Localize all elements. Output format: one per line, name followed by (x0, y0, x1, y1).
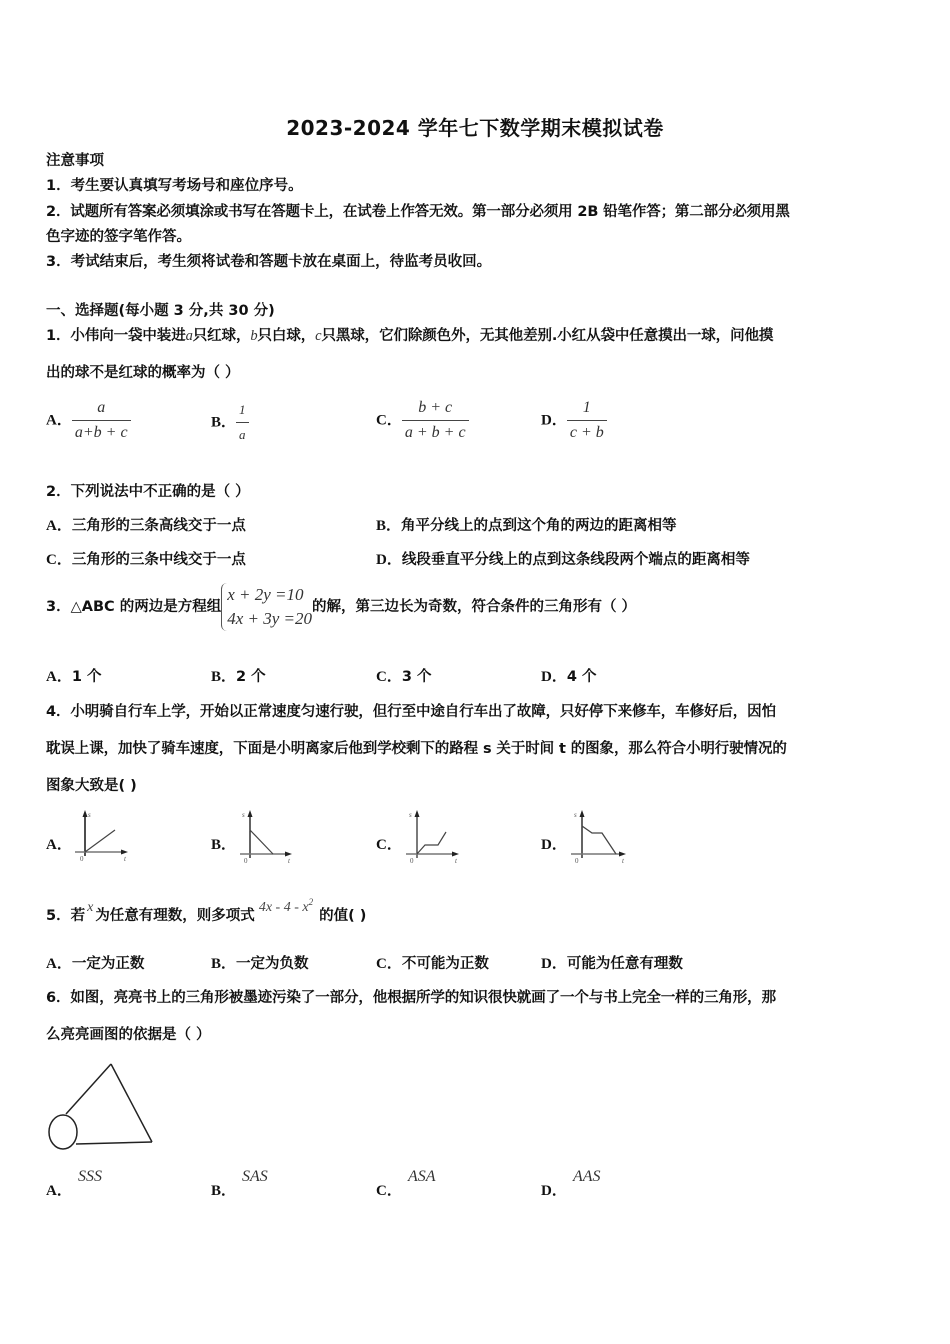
graph-increasing-flat-increasing-icon (403, 808, 473, 864)
svg-text:t: t (455, 857, 457, 864)
q5-option-a[interactable]: A．一定为正数 (46, 956, 145, 972)
question-1-line-2: 出的球不是红球的概率为（ ） (46, 365, 240, 381)
question-6-line-2: 么亮亮画图的依据是（ ） (46, 1027, 211, 1043)
notice-item-2: 2．试题所有答案必须填涂或书写在答题卡上，在试卷上作答无效。第一部分必须用 2B 铅笔作答；第二部分必须用黑 (46, 204, 790, 220)
page-title: 2023-2024 学年七下数学期末模拟试卷 (286, 116, 664, 140)
q3-option-a[interactable]: A．1 个 (46, 669, 102, 685)
polynomial: $4x - 4 - x^2$ (258, 897, 314, 915)
q1-option-a[interactable]: A． $\frac{a}{a+b + c}$ (46, 398, 131, 443)
notice-heading: 注意事项 (46, 153, 104, 169)
q5-option-b[interactable]: B．一定为负数 (211, 956, 309, 972)
q4-option-d[interactable]: D． (541, 837, 567, 853)
question-4-line-1: 4．小明骑自行车上学，开始以正常速度匀速行驶，但行至中途自行车出了故障，只好停下来修车，车修好后，因怕 (46, 704, 776, 720)
q2-option-b[interactable]: B．角平分线上的点到这个角的两边的距离相等 (376, 518, 677, 534)
question-3-stem: 3．△ABC 的两边是方程组 x + 2y =10 4x + 3y =20 的解，第三边长为奇数，符合条件的三角形有（ ） (46, 583, 636, 631)
q3-option-c[interactable]: C．3 个 (376, 669, 432, 685)
q1-option-b[interactable]: B． $\frac{1}{a}$ (211, 400, 249, 445)
ink-stained-triangle-figure (44, 1060, 159, 1152)
q6-option-a[interactable]: A． SSS (46, 1168, 102, 1199)
fraction: $\frac{b + c}{a + b + c}$ (402, 398, 469, 443)
q4-option-a[interactable]: A． (46, 837, 72, 853)
q4-option-c[interactable]: C． (376, 837, 402, 853)
svg-text:s: s (574, 811, 577, 819)
svg-text:s: s (242, 811, 245, 819)
svg-text:t: t (622, 857, 624, 864)
notice-item-1: 1．考生要认真填写考场号和座位序号。 (46, 178, 303, 194)
variable-x: x (87, 900, 94, 915)
q1-option-d[interactable]: D． $\frac{1}{c + b}$ (541, 398, 607, 443)
q1-option-c[interactable]: C． $\frac{b + c}{a + b + c}$ (376, 398, 469, 443)
graph-increasing-line-icon (72, 808, 142, 864)
svg-text:0: 0 (80, 855, 84, 863)
question-1-line-1: 1．小伟向一袋中装进a只红球，b只白球，c只黑球，它们除颜色外，无其他差别.小红从袋中任意摸出一球，问他摸 (46, 328, 774, 344)
equation-system: x + 2y =10 4x + 3y =20 (221, 583, 312, 631)
svg-text:s: s (88, 811, 91, 819)
q3-option-b[interactable]: B．2 个 (211, 669, 266, 685)
fraction: $\frac{1}{a}$ (236, 400, 249, 445)
q3-option-d[interactable]: D．4 个 (541, 669, 597, 685)
svg-text:0: 0 (575, 857, 579, 864)
svg-text:t: t (288, 857, 290, 864)
svg-text:s: s (409, 811, 412, 819)
q2-option-a[interactable]: A．三角形的三条高线交于一点 (46, 518, 246, 534)
graph-decreasing-flat-decreasing-icon (568, 808, 638, 864)
section-heading: 一、选择题(每小题 3 分,共 30 分) (46, 303, 275, 319)
q6-option-c[interactable]: C． ASA (376, 1168, 436, 1199)
svg-text:0: 0 (244, 857, 248, 864)
question-4-line-3: 图象大致是( ) (46, 778, 137, 794)
question-4-line-2: 耽误上课，加快了骑车速度，下面是小明离家后他到学校剩下的路程 s 关于时间 t 的图象，那么符合小明行驶情况的 (46, 741, 787, 757)
q2-option-c[interactable]: C．三角形的三条中线交于一点 (46, 552, 246, 568)
fraction: $\frac{a}{a+b + c}$ (72, 398, 131, 443)
svg-text:0: 0 (410, 857, 414, 864)
question-5-stem: 5．若x为任意有理数，则多项式$4x - 4 - x^2$的值( ) (46, 897, 367, 924)
question-6-line-1: 6．如图，亮亮书上的三角形被墨迹污染了一部分，他根据所学的知识很快就画了一个与书上完全一样的三角形，那 (46, 990, 776, 1006)
graph-decreasing-line-icon (238, 808, 308, 864)
notice-item-3: 3．考试结束后，考生须将试卷和答题卡放在桌面上，待监考员收回。 (46, 254, 492, 270)
q6-option-b[interactable]: B． SAS (211, 1168, 268, 1199)
q5-option-c[interactable]: C．不可能为正数 (376, 956, 489, 972)
fraction: $\frac{1}{c + b}$ (567, 398, 607, 443)
q4-option-b[interactable]: B． (211, 837, 237, 853)
notice-item-2-cont: 色字迹的签字笔作答。 (46, 229, 191, 245)
q5-option-d[interactable]: D．可能为任意有理数 (541, 956, 683, 972)
question-number: 1． (46, 328, 71, 344)
q2-option-d[interactable]: D．线段垂直平分线上的点到这条线段两个端点的距离相等 (376, 552, 750, 568)
q6-option-d[interactable]: D． AAS (541, 1168, 601, 1199)
question-2-stem: 2．下列说法中不正确的是（ ） (46, 484, 250, 500)
svg-text:t: t (124, 855, 126, 863)
